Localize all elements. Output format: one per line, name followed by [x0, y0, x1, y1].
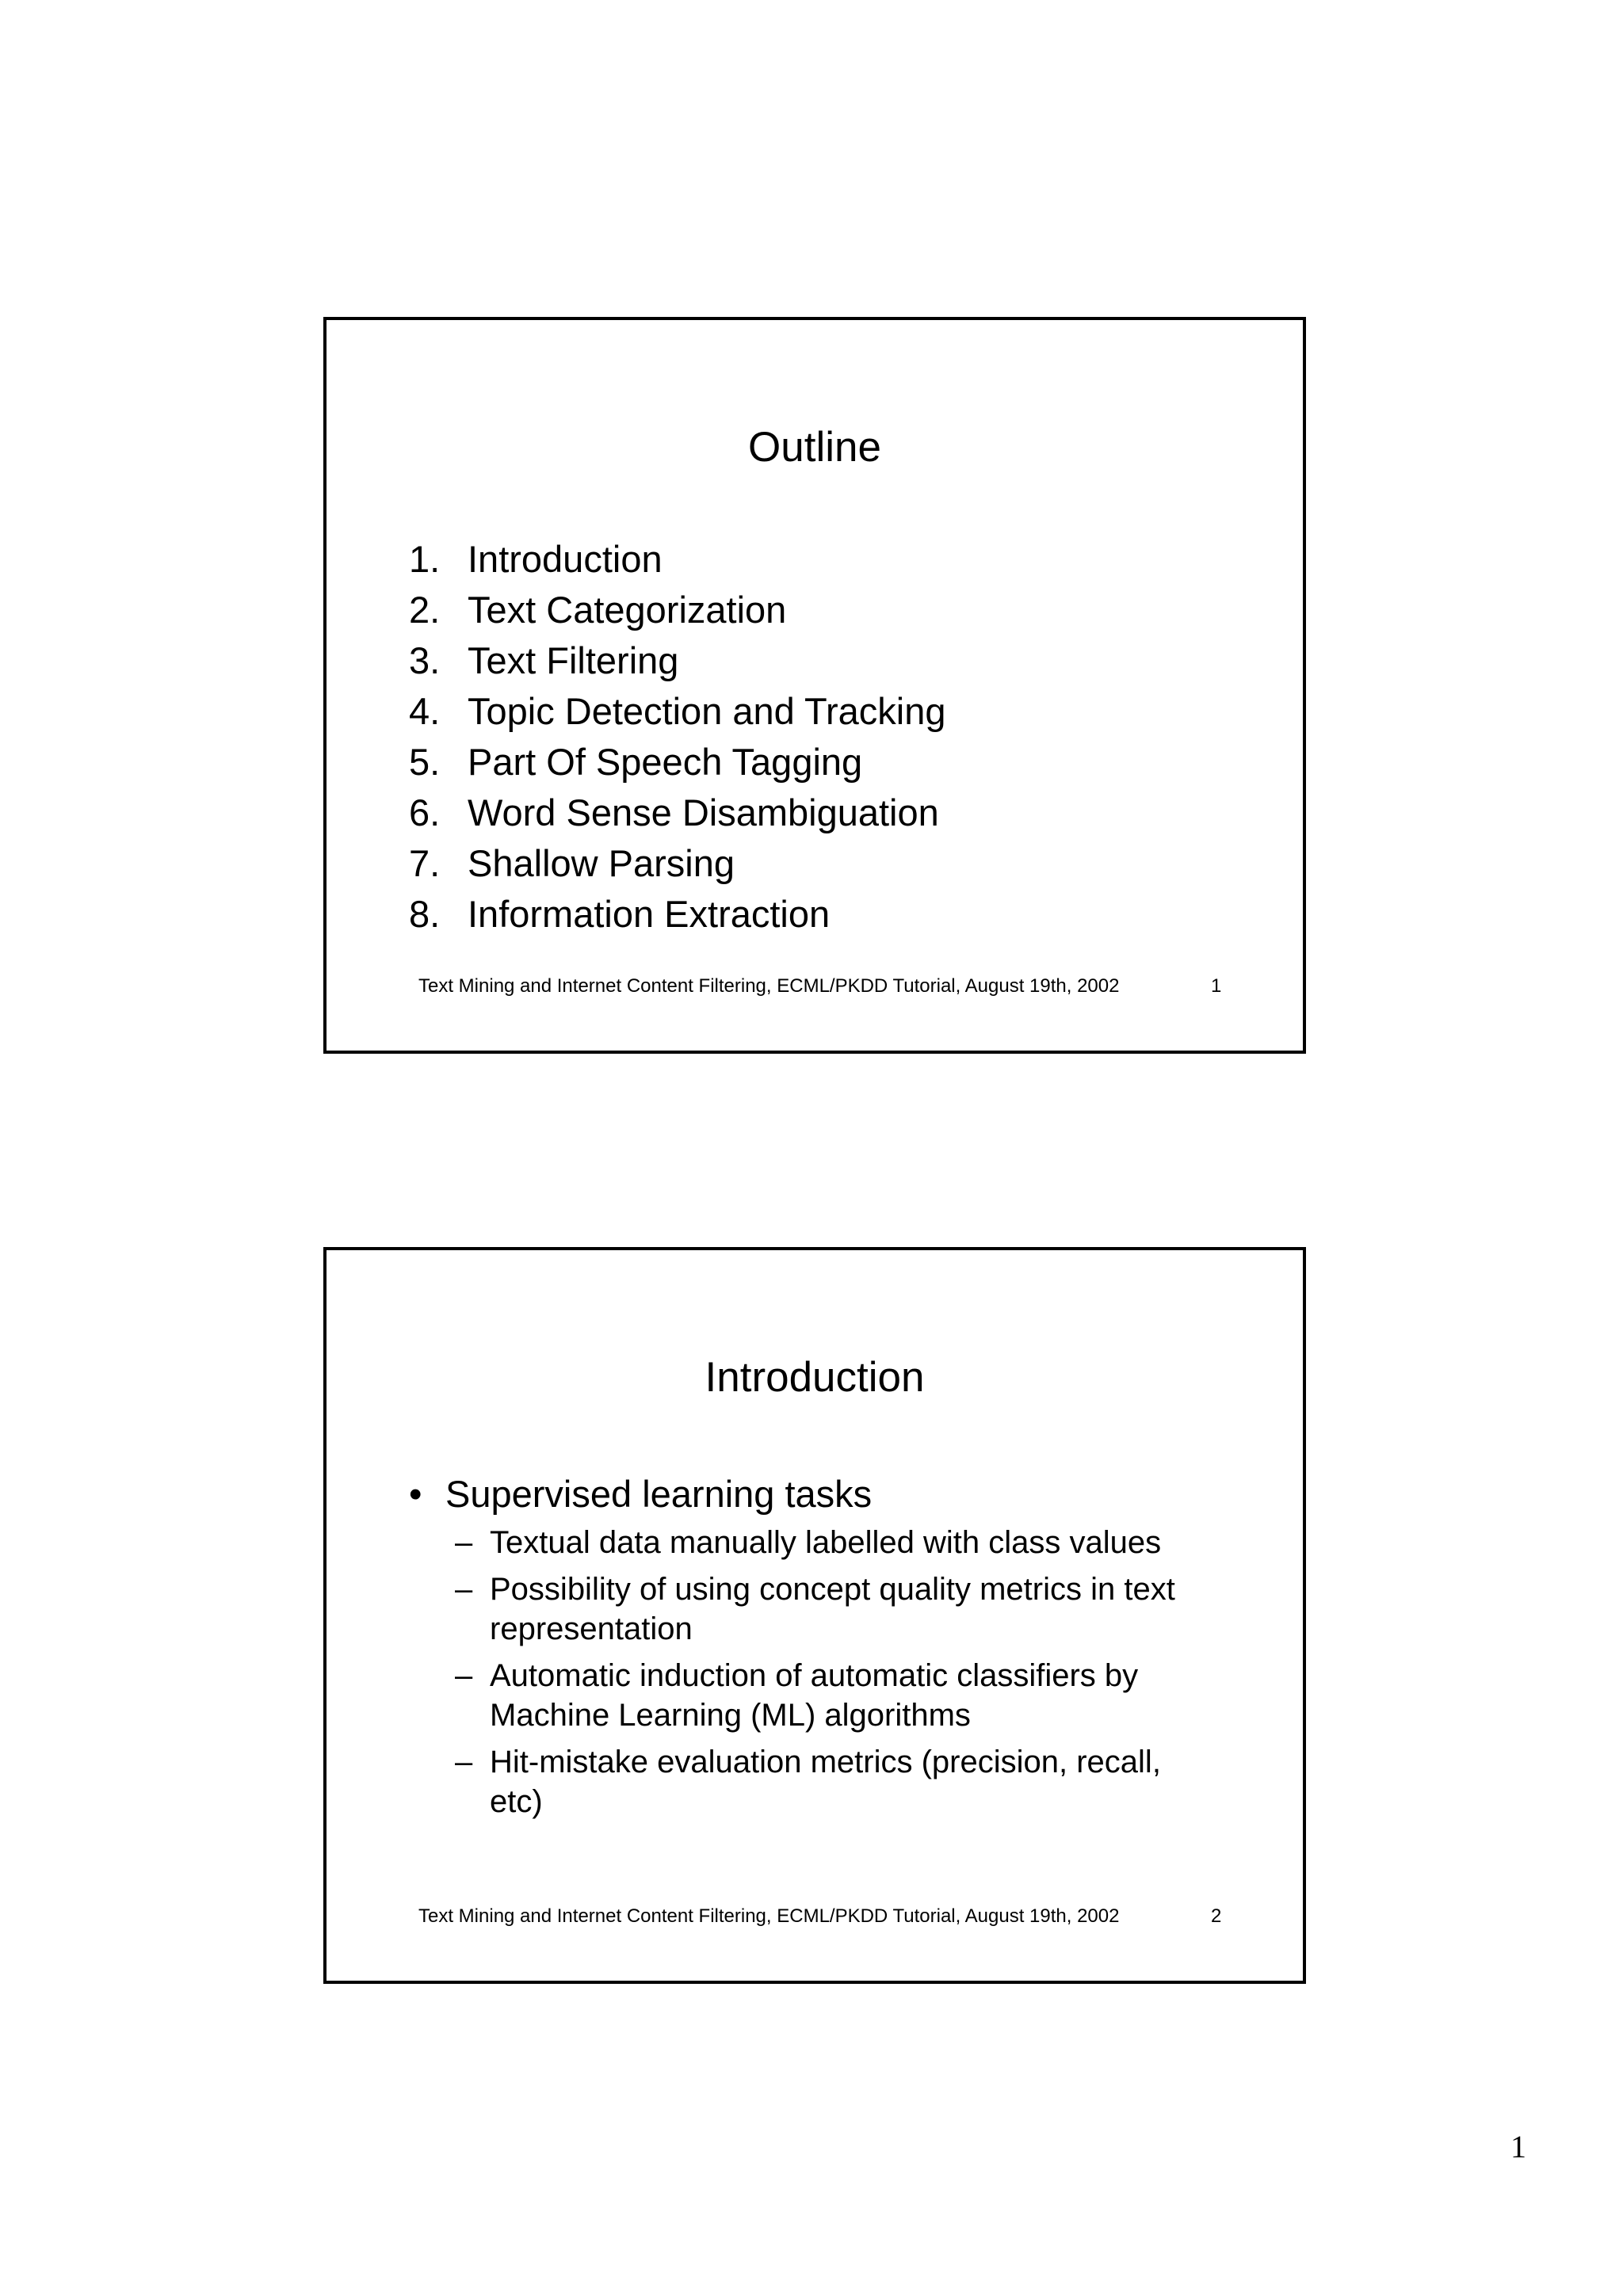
outline-item-text: Shallow Parsing	[468, 842, 735, 884]
dash-mark: –	[455, 1572, 473, 1607]
outline-item-text: Word Sense Disambiguation	[468, 791, 939, 833]
outline-item	[409, 737, 946, 788]
bullet-text: Supervised learning tasks	[445, 1473, 873, 1515]
dash-mark: –	[455, 1745, 473, 1779]
slide-title: Outline	[748, 424, 881, 471]
sub-bullet-item	[455, 1656, 1233, 1735]
bullet-item	[409, 1470, 1233, 1821]
outline-item-number: 1.	[409, 538, 441, 580]
outline-item	[409, 686, 946, 737]
outline-item	[409, 534, 946, 585]
outline-item	[409, 585, 946, 635]
outline-item	[409, 635, 946, 686]
outline-item-text: Text Filtering	[468, 639, 679, 681]
slide-outline	[323, 317, 1306, 1054]
sub-bullet-text: Possibility of using concept quality metrics in text representation	[490, 1572, 1175, 1646]
outline-item	[409, 838, 946, 889]
slide-number: 1	[1211, 975, 1222, 997]
outline-item-number: 7.	[409, 842, 441, 884]
outline-item	[409, 889, 946, 940]
outline-item-text: Introduction	[468, 538, 663, 580]
slide-footer: Text Mining and Internet Content Filtering, ECML/PKDD Tutorial, August 19th, 2002	[418, 1905, 1120, 1927]
outline-item-number: 2.	[409, 589, 441, 631]
bullet-mark: •	[409, 1473, 422, 1515]
sub-bullet-list	[409, 1523, 1233, 1821]
outline-item-number: 4.	[409, 690, 441, 732]
outline-item-text: Topic Detection and Tracking	[468, 690, 946, 732]
outline-item	[409, 788, 946, 838]
slide-title: Introduction	[705, 1354, 925, 1401]
slide-footer: Text Mining and Internet Content Filtering, ECML/PKDD Tutorial, August 19th, 2002	[418, 975, 1120, 997]
page-number: 1	[1510, 2129, 1526, 2164]
dash-mark: –	[455, 1658, 473, 1693]
bullet-line	[409, 1470, 1233, 1518]
outline-item-text: Part Of Speech Tagging	[468, 741, 863, 783]
outline-item-text: Text Categorization	[468, 589, 787, 631]
slide-number: 2	[1211, 1905, 1222, 1927]
sub-bullet-item	[455, 1569, 1233, 1649]
outline-item-number: 8.	[409, 893, 441, 935]
outline-item-number: 3.	[409, 639, 441, 681]
outline-item-number: 5.	[409, 741, 441, 783]
sub-bullet-item	[455, 1523, 1233, 1562]
sub-bullet-text: Textual data manually labelled with class values	[490, 1525, 1162, 1560]
sub-bullet-text: Automatic induction of automatic classifiers by Machine Learning (ML) algorithms	[490, 1658, 1139, 1733]
sub-bullet-text: Hit-mistake evaluation metrics (precision, recall, etc)	[490, 1745, 1161, 1819]
sub-bullet-item	[455, 1742, 1233, 1821]
slide-introduction	[323, 1247, 1306, 1984]
dash-mark: –	[455, 1525, 473, 1560]
outline-list	[409, 534, 946, 940]
outline-item-text: Information Extraction	[468, 893, 831, 935]
outline-item-number: 6.	[409, 791, 441, 833]
bullet-list	[409, 1470, 1233, 1829]
